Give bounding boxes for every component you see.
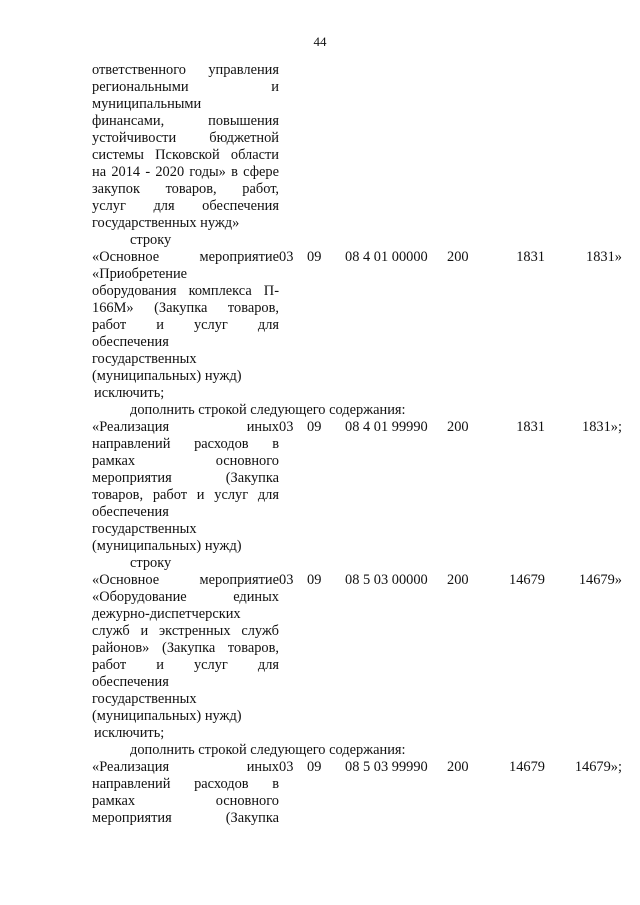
instruction-text: дополнить строкой следующего содержания: (130, 742, 406, 758)
description-line: государственных (92, 351, 197, 367)
instruction-text: строку (130, 232, 172, 248)
instruction-text: исключить; (94, 385, 165, 401)
continuation-line: муниципальными (92, 96, 202, 112)
description-line: рамках основного (92, 453, 279, 469)
description-line: государственных (92, 521, 197, 537)
section-code: 03 (279, 249, 294, 265)
description-line: «Основное мероприятие (92, 572, 279, 588)
description-line: государственных (92, 691, 197, 707)
description-line: мероприятия (Закупка (92, 470, 279, 486)
amount-2: 1831» (586, 249, 622, 265)
instruction-text: исключить; (94, 725, 165, 741)
amount-1: 1831 (516, 419, 545, 435)
description-line: дежурно-диспетчерских (92, 606, 241, 622)
continuation-line: финансами, повышения (92, 113, 279, 129)
instruction-text: дополнить строкой следующего содержания: (130, 402, 406, 418)
table-row (92, 419, 622, 555)
description-line: районов» (Закупка товаров, (92, 640, 279, 656)
description-line: «Приобретение (92, 266, 188, 282)
description-line: работ и услуг для (92, 317, 279, 333)
row-description (92, 249, 279, 385)
description-line: «Оборудование единых (92, 589, 279, 605)
subsection-code: 09 (307, 759, 322, 775)
description-line: обеспечения (92, 334, 169, 350)
instruction-text: строку (130, 555, 172, 571)
page-number: 44 (313, 34, 327, 49)
description-line: работ и услуг для (92, 657, 279, 673)
description-line: обеспечения (92, 674, 169, 690)
table-row (92, 759, 622, 827)
expense-type-code: 200 (447, 759, 469, 775)
description-line: оборудования комплекса П- (92, 283, 279, 299)
expense-type-code: 200 (447, 419, 469, 435)
amount-2: 14679»; (574, 759, 622, 775)
continuation-line: устойчивости бюджетной (92, 130, 279, 146)
description-line: «Реализация иных (92, 419, 279, 435)
amount-2: 1831»; (582, 419, 622, 435)
description-line: товаров, работ и услуг для (92, 487, 279, 503)
document-body (92, 62, 622, 827)
continuation-line: закупок товаров, работ, (92, 181, 279, 197)
row-description (92, 419, 279, 555)
target-article-code: 08 5 03 00000 (345, 572, 428, 588)
description-line: (муниципальных) нужд) (92, 538, 242, 554)
row-description (92, 759, 279, 827)
continuation-line: региональными и (92, 79, 279, 95)
continuation-row (92, 62, 622, 232)
description-line: направлений расходов в (92, 776, 279, 792)
amount-1: 1831 (516, 249, 545, 265)
table-row (92, 572, 622, 725)
description-line: направлений расходов в (92, 436, 279, 452)
expense-type-code: 200 (447, 572, 469, 588)
table-row (92, 249, 622, 385)
amount-1: 14679 (509, 759, 545, 775)
section-code: 03 (279, 419, 294, 435)
section-code: 03 (279, 759, 294, 775)
description-line: (муниципальных) нужд) (92, 368, 242, 384)
description-line: (муниципальных) нужд) (92, 708, 242, 724)
subsection-code: 09 (307, 419, 322, 435)
description-line: мероприятия (Закупка (92, 810, 279, 826)
description-line: «Основное мероприятие (92, 249, 279, 265)
continuation-text (92, 62, 279, 232)
continuation-line: услуг для обеспечения (92, 198, 279, 214)
description-line: «Реализация иных (92, 759, 279, 775)
subsection-code: 09 (307, 249, 322, 265)
target-article-code: 08 4 01 00000 (345, 249, 428, 265)
subsection-code: 09 (307, 572, 322, 588)
row-description (92, 572, 279, 725)
description-line: 166М» (Закупка товаров, (92, 300, 279, 316)
target-article-code: 08 4 01 99990 (345, 419, 428, 435)
expense-type-code: 200 (447, 249, 469, 265)
description-line: рамках основного (92, 793, 279, 809)
section-code: 03 (279, 572, 294, 588)
target-article-code: 08 5 03 99990 (345, 759, 428, 775)
continuation-line: на 2014 - 2020 годы» в сфере (92, 164, 279, 180)
amount-1: 14679 (509, 572, 545, 588)
continuation-line: системы Псковской области (92, 147, 279, 163)
description-line: служб и экстренных служб (92, 623, 279, 639)
description-line: обеспечения (92, 504, 169, 520)
continuation-line: государственных нужд» (92, 215, 240, 231)
continuation-line: ответственного управления (92, 62, 279, 78)
amount-2: 14679» (578, 572, 622, 588)
